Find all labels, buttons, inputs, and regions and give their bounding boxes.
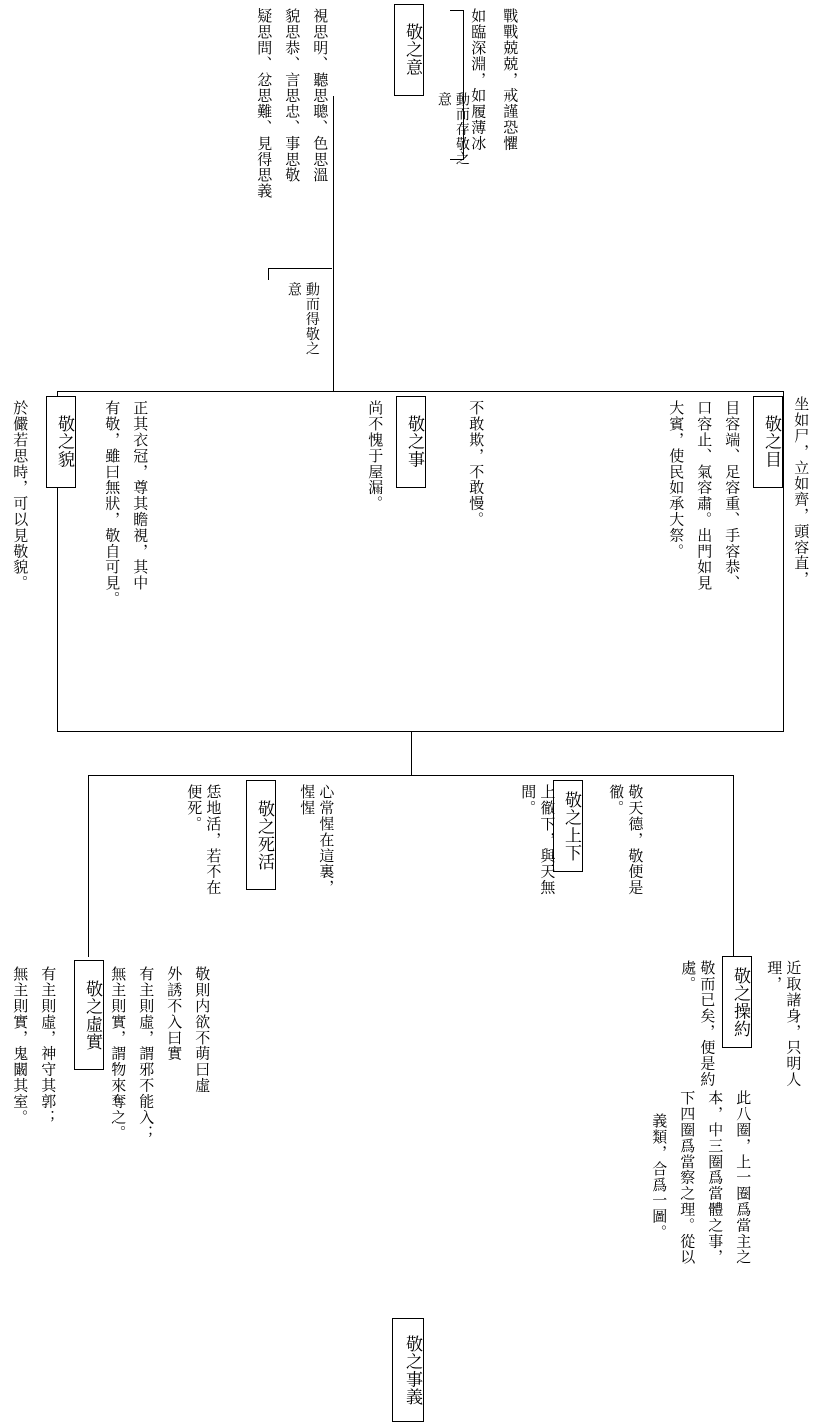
node-jing-zhi-yi[interactable]: 敬之意 — [394, 4, 424, 96]
text-xu-shi-5: 有主則虛，神守其郭； — [39, 966, 58, 1125]
text-top-right-1: 戰戰兢兢，戒謹恐懼 — [501, 8, 520, 152]
connector-right-vertical — [783, 391, 784, 732]
text-mu-3: 大賓，使民如承大祭。 — [667, 400, 686, 559]
text-top-left-2: 貌思恭、言思忠、事思敬 — [283, 8, 302, 183]
connector-bar-bottom — [88, 775, 734, 776]
text-top-right-2: 如臨深淵，如履薄冰 — [469, 8, 488, 152]
text-mao-2: 有敬，雖曰無狀，敬自可見。 — [103, 400, 122, 607]
text-cao-yue-2: 近取諸身，只明人理， — [765, 960, 803, 1088]
text-mao-1: 正其衣冠，尊其瞻視，其中 — [131, 400, 150, 591]
text-top-left-1: 視思明、聽思聰、色思溫 — [311, 8, 330, 183]
text-top-right-label: 動而存敬之意 — [435, 92, 470, 167]
connector-bar-upper — [57, 391, 784, 392]
text-si-huo-2: 恁地活，若不在便死。 — [185, 784, 223, 896]
connector-trunk-upper — [333, 96, 334, 392]
text-si-huo-1: 心常惺在這裏，惺惺 — [298, 784, 336, 896]
node-jing-zhi-shang-xia[interactable]: 敬之上下 — [553, 780, 583, 872]
text-shi-1: 不敢欺，不敢慢。 — [467, 400, 486, 528]
text-xu-shi-1: 敬則内欲不萌曰虛 — [193, 966, 212, 1094]
connector-bar-lower — [57, 731, 784, 732]
node-jing-zhi-xu-shi[interactable]: 敬之虛實 — [74, 960, 104, 1070]
node-jing-zhi-si-huo[interactable]: 敬之死活 — [246, 780, 276, 890]
text-cao-yue-3: 此八圈，上一圈爲當主之 — [734, 1090, 753, 1265]
connector-bottom-left-vertical — [88, 775, 89, 957]
text-xu-shi-4: 無主則實，謂物來奪之。 — [109, 966, 128, 1141]
text-cao-yue-1: 敬而已矣，便是約處。 — [679, 960, 717, 1088]
node-jing-zhi-shi[interactable]: 敬之事 — [396, 396, 426, 488]
text-shi-2: 尚不愧于屋漏。 — [366, 400, 385, 512]
node-jing-zhi-cao-yue[interactable]: 敬之操約 — [722, 956, 752, 1048]
text-mu-outer: 坐如尸，立如齊，頭容直， — [792, 396, 811, 587]
text-shang-xia-2: 敬天德，敬便是徹。 — [607, 784, 645, 896]
node-jing-zhi-shi-yi[interactable]: 敬之事義 — [392, 1318, 424, 1422]
connector-trunk-lower — [411, 731, 412, 776]
connector-bottom-right-vertical — [733, 775, 734, 957]
text-xu-shi-2: 外誘不入曰實 — [165, 966, 184, 1062]
text-top-left-3: 疑思問、忿思難、見得思義 — [255, 8, 274, 199]
text-xu-shi-3: 有主則虛，謂邪不能入； — [137, 966, 156, 1141]
text-cao-yue-6: 義類，合爲一圖。 — [650, 1113, 669, 1241]
text-cao-yue-4: 本，中三圈爲當體之事， — [706, 1090, 725, 1265]
text-cao-yue-5: 下四圈爲當察之理。從以 — [678, 1090, 697, 1265]
text-mu-2: 口容止、氣容肅。出門如見 — [695, 400, 714, 591]
brace-top-left — [268, 268, 332, 280]
text-top-left-label: 動而得敬之意 — [285, 282, 320, 357]
text-mao-3: 於儼若思時，可以見敬貌。 — [11, 400, 30, 591]
text-xu-shi-6: 無主則實，鬼闞其室。 — [11, 966, 30, 1125]
text-mu-1: 目容端、足容重、手容恭、 — [723, 400, 742, 591]
node-jing-zhi-mao[interactable]: 敬之貌 — [46, 396, 76, 488]
text-shang-xia-1: 上徹下，與天無間。 — [519, 784, 557, 896]
node-jing-zhi-mu[interactable]: 敬之目 — [753, 396, 783, 488]
